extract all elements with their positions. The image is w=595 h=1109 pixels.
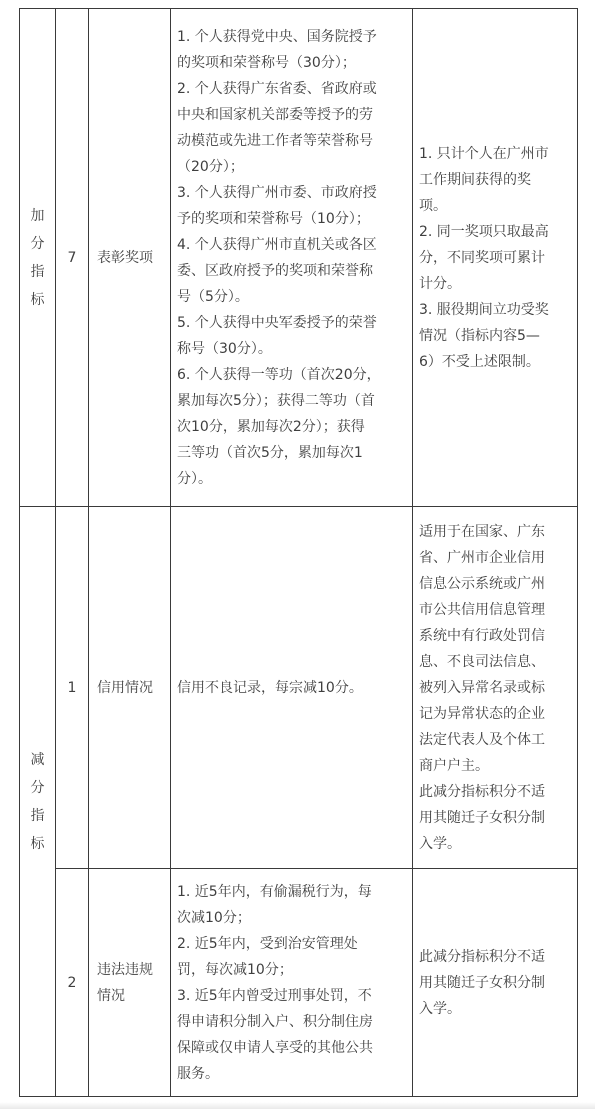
- item-number: 7: [56, 9, 89, 507]
- item-note: 适用于在国家、广东 省、广州市企业信用 信息公示系统或广州 市公共信用信息管理 系统中有行政处罚信 息、不良司法信息、 被列入异常名录或标 记为异常状态的企业 法定代表人及个体工 商户户主。 此减分指标积分不适 用其随迁子女积分制 入学。: [413, 507, 578, 869]
- item-name: 表彰奖项: [89, 9, 171, 507]
- policy-table: [19, 8, 578, 1097]
- category-cell-deduction: [20, 507, 56, 1097]
- table-row: [20, 507, 578, 869]
- item-note: 此减分指标积分不适 用其随迁子女积分制 入学。: [413, 869, 578, 1097]
- item-number: 2: [56, 869, 89, 1097]
- item-note: 1. 只计个人在广州市 工作期间获得的奖 项。 2. 同一奖项只取最高 分，不同奖项可累计 计分。 3. 服役期间立功受奖 情况（指标内容5— 6）不受上述限制。: [413, 9, 578, 507]
- item-name: 信用情况: [89, 507, 171, 869]
- table-row: [20, 869, 578, 1097]
- table-row: [20, 9, 578, 507]
- category-label: 减 分 指 标: [30, 751, 45, 852]
- item-number: 1: [56, 507, 89, 869]
- category-label: 加 分 指 标: [30, 207, 45, 308]
- item-content: 1. 个人获得党中央、国务院授予 的奖项和荣誉称号（30分）； 2. 个人获得广东省委、省政府或 中央和国家机关部委等授予的劳 动模范或先进工作者等荣誉称号 （20分）； 3. 个人获得广州市委、市政府授 予的奖项和荣誉称号（10分）； 4. 个人获得广州市直机关或各区 委、区政府授予的奖项和荣誉称 号（5分）。 5. 个人获得中央军委授予的荣誉 称号（30分）。 6. 个人获得一等功（首次20分， 累加每次5分）；获得二等功（首 次10分，累加每次2分）；获得 三等功（首次5分，累加每次1 分）。: [171, 9, 413, 507]
- item-name: 违法违规 情况: [89, 869, 171, 1097]
- bottom-edge: [0, 1102, 595, 1109]
- category-cell-bonus: [20, 9, 56, 507]
- item-content: 信用不良记录，每宗减10分。: [171, 507, 413, 869]
- item-content: 1. 近5年内，有偷漏税行为，每 次减10分； 2. 近5年内，受到治安管理处 罚，每次减10分； 3. 近5年内曾受过刑事处罚，不 得申请积分制入户、积分制住房 保障或仅申请人享受的其他公共 服务。: [171, 869, 413, 1097]
